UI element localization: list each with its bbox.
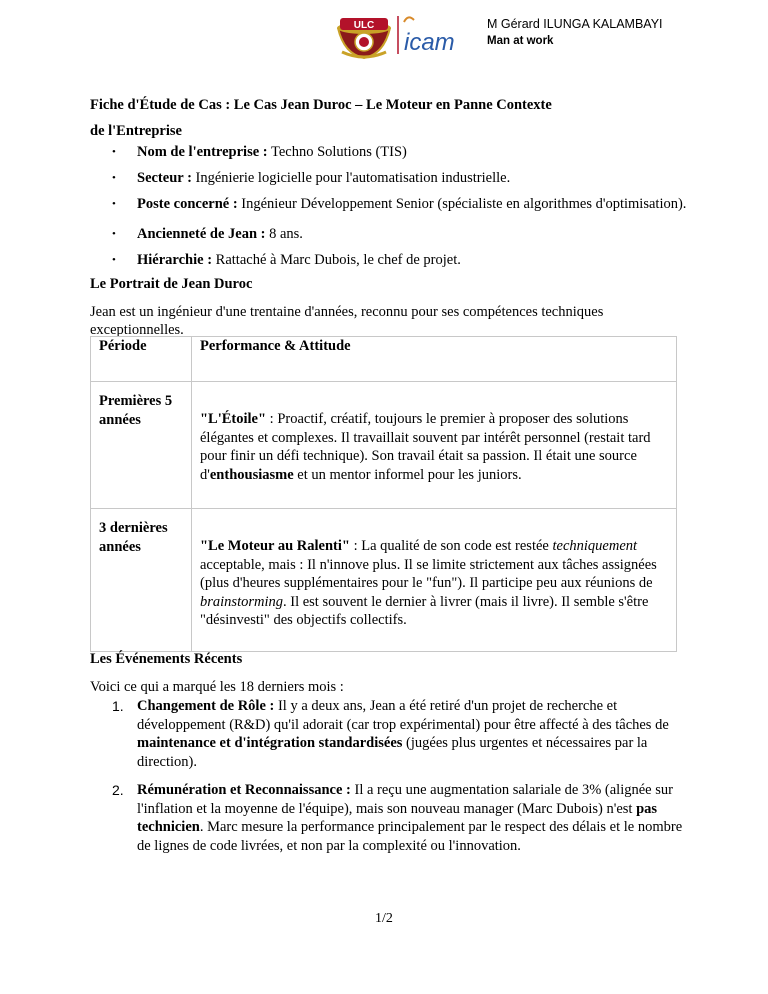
performance-table xyxy=(90,336,677,652)
table-row xyxy=(91,509,677,652)
title-line-1: Fiche d'Étude de Cas : Le Cas Jean Duroc – Le Moteur en Panne Contexte xyxy=(90,97,552,113)
header-author-block xyxy=(487,16,663,50)
author-name: M Gérard ILUNGA KALAMBAYI xyxy=(487,17,663,31)
company-item: • Nom de l'entreprise : Techno Solutions (TIS) xyxy=(90,143,690,161)
table-header-performance: Performance & Attitude xyxy=(192,337,677,382)
row-period: 3 dernières années xyxy=(99,520,168,555)
events-list xyxy=(90,697,690,865)
ulc-logo-text: ULC xyxy=(353,20,375,31)
icam-logo-icon xyxy=(404,17,455,56)
events-heading: Les Événements Récents xyxy=(90,651,243,667)
portrait-intro: Jean est un ingénieur d'une trentaine d'années, reconnu pour ses compétences techniques exceptionnelles. xyxy=(90,304,604,338)
table-header-period: Période xyxy=(91,337,192,382)
company-item: • Secteur : Ingénierie logicielle pour l'automatisation industrielle. xyxy=(90,169,690,187)
table-header-row xyxy=(91,337,677,382)
list-item: 2. Rémunération et Reconnaissance : Il a reçu une augmentation salariale de 3% (alignée sur l'inflation et la moyenne de l'équipe), mais son nouveau manager (Marc Dubois) n'est pas technicien. Marc mesure la performance principalement par le respect des délais et le nombre de lignes de code livrées, et non par la complexité ou l'innovation. xyxy=(112,782,683,854)
item-number: 2. xyxy=(112,782,124,798)
icam-logo-text: icam xyxy=(404,29,455,56)
portrait-heading: Le Portrait de Jean Duroc xyxy=(90,276,253,292)
table-row xyxy=(91,382,677,509)
author-tagline: Man at work xyxy=(487,35,554,47)
company-info-list xyxy=(90,143,690,277)
row-period: Premières 5 années xyxy=(99,393,173,428)
company-item: • Poste concerné : Ingénieur Développement Senior (spécialiste en algorithmes d'optimisation). xyxy=(90,195,690,213)
row-description: "L'Étoile" : Proactif, créatif, toujours le premier à proposer des solutions élégantes et complexes. Il travaillait souvent par intérêt personnel (restait tard pour finir un défi technique). Son travail était sa passion. Il était une source d'enthousiasme et un mentor informel pour les juniors. xyxy=(200,411,651,483)
page-number: 1/2 xyxy=(375,911,393,926)
ulc-icam-logo xyxy=(334,8,464,60)
events-intro: Voici ce qui a marqué les 18 derniers mois : xyxy=(90,679,344,695)
company-item: • Ancienneté de Jean : 8 ans. xyxy=(90,225,690,243)
header-logos xyxy=(334,8,464,60)
title-line-2: de l'Entreprise xyxy=(90,123,182,139)
company-item: • Hiérarchie : Rattaché à Marc Dubois, le chef de projet. xyxy=(90,251,690,269)
document-title xyxy=(90,92,690,144)
list-item: 1. Changement de Rôle : Il y a deux ans, Jean a été retiré d'un projet de recherche et développement (R&D) qu'il adorait (car trop expérimental) pour être affecté à des tâches de maintenance et d'intégration standardisées (jugées plus urgentes et nécessaires par la direction). xyxy=(112,698,669,770)
item-number: 1. xyxy=(112,698,124,714)
row-description: "Le Moteur au Ralenti" : La qualité de son code est restée techniquement acceptable, mais : Il n'innove plus. Il se limite strictement aux tâches assignées (plus d'heures supplémentaires pour le "fun"). Il participe peu aux réunions de brainstorming. Il est souvent le dernier à livrer (mais il livre). Il semble s'être "désinvesti" des objectifs collectifs. xyxy=(200,538,657,628)
